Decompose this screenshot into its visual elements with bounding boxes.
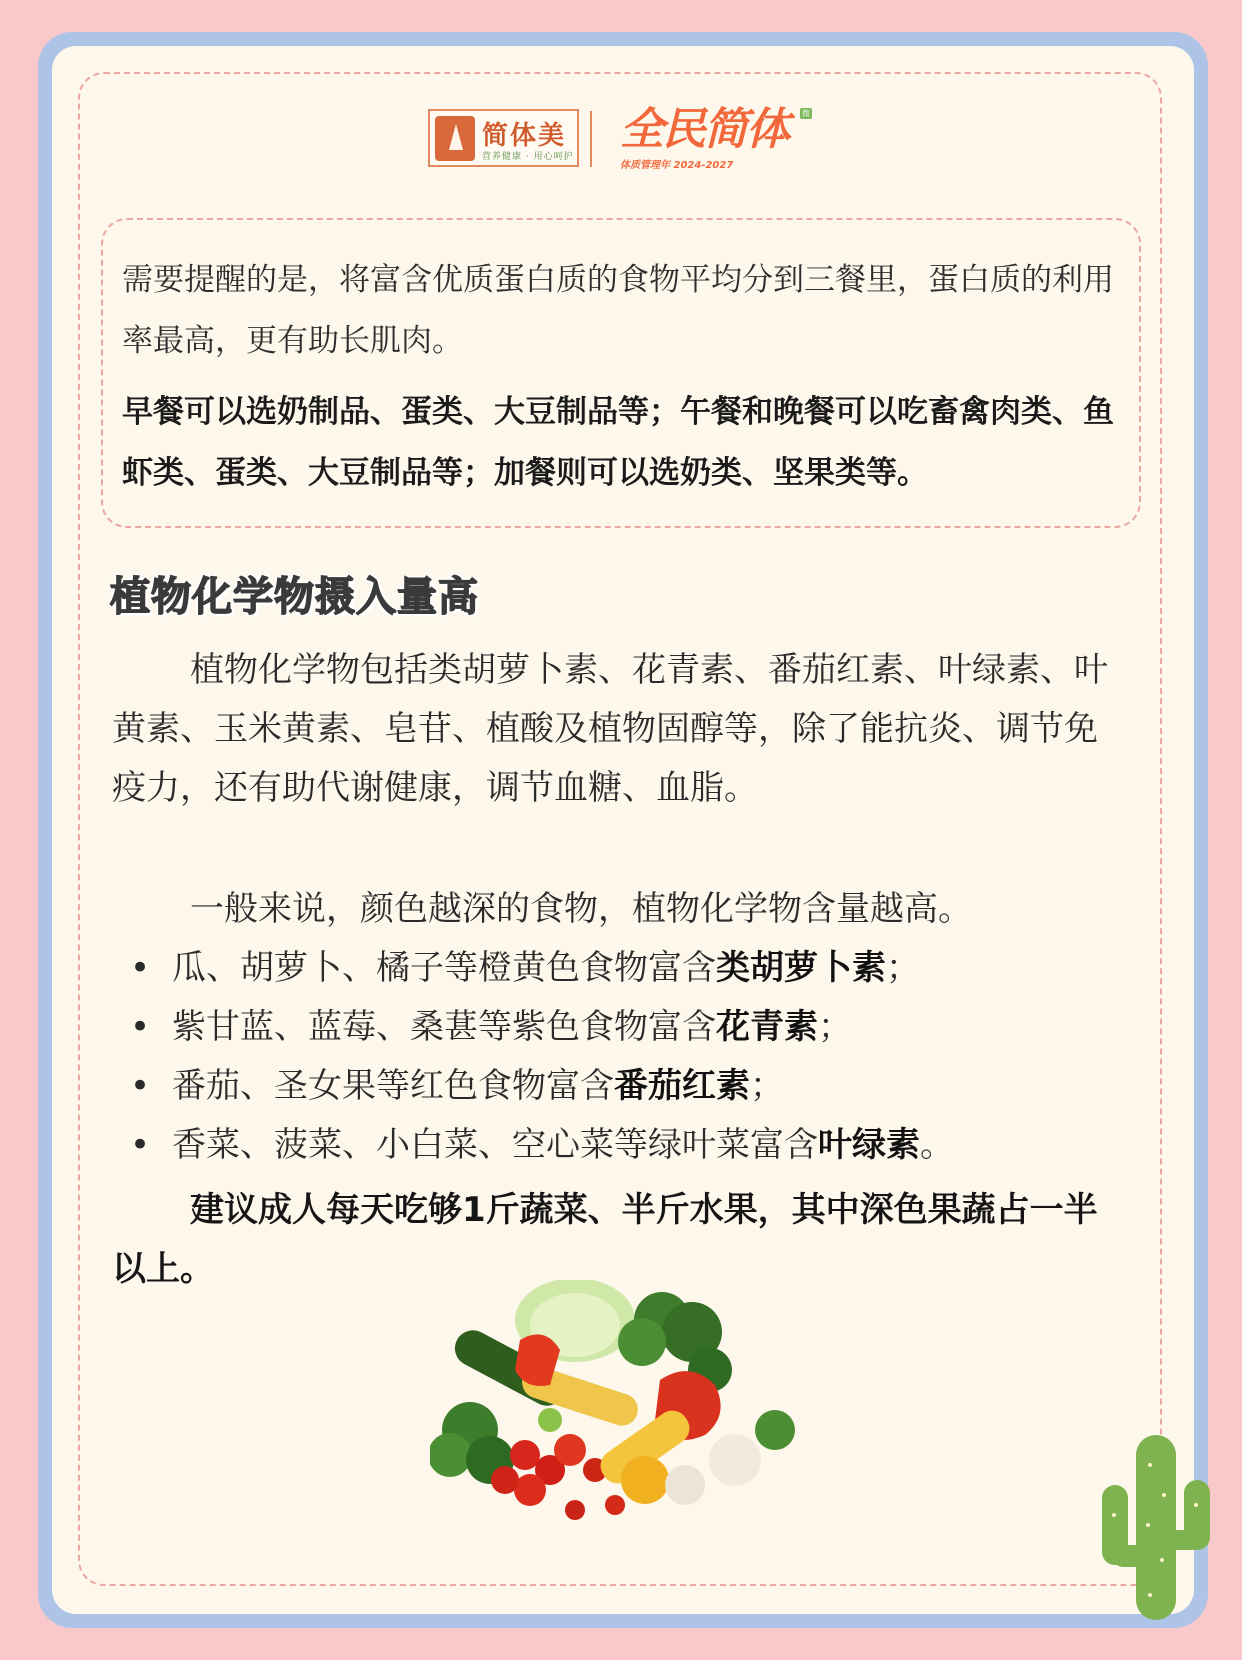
advice-paragraph: 建议成人每天吃够1斤蔬菜、半斤水果，其中深色果蔬占一半以上。 [112,1190,1098,1289]
section-title: 植物化学物摄入量高 [110,574,479,620]
bullet-list [112,939,1122,1175]
brand-logo-right [620,106,812,170]
bullet-end: ； [886,948,920,988]
intro-paragraph: 植物化学物包括类胡萝卜素、花青素、番茄红素、叶绿素、叶黄素、玉米黄素、皂苷、植酸及植物固醇等，除了能抗炎、调节免疫力，还有助代谢健康，调节血糖、血脂。 [112,650,1108,808]
color-rule-paragraph: 一般来说，颜色越深的食物，植物化学物含量越高。 [190,889,972,929]
bullet-highlight: 番茄红素 [614,1066,750,1106]
reminder-paragraph: 需要提醒的是，将富含优质蛋白质的食物平均分到三餐里，蛋白质的利用率最高，更有助长肌肉。 [122,262,1114,359]
bullet-end: ； [818,1007,852,1047]
list-item [112,939,1122,998]
brand-left-name: 简体美 [482,121,567,151]
brand-left-tagline: 营养健康 · 用心呵护 [482,152,574,162]
bullet-highlight: 叶绿素 [818,1125,920,1165]
brand-seal-icon [435,116,475,161]
vegetable-basket-image [430,1280,810,1540]
brand-logo-left [428,109,579,167]
bullet-text: 瓜、胡萝卜、橘子等橙黄色食物富含 [172,948,716,988]
brand-right-name: 全民简体 [620,104,788,155]
bullet-text: 番茄、圣女果等红色食物富含 [172,1066,614,1106]
bullet-text: 紫甘蓝、蓝莓、桑葚等紫色食物富含 [172,1007,716,1047]
brand-right-badge: 微 [802,109,810,118]
bullet-text: 香菜、菠菜、小白菜、空心菜等绿叶菜富含 [172,1125,818,1165]
brand-right-subline: 体质管理年 2024-2027 [620,160,734,171]
cactus-icon [1102,1425,1212,1620]
meal-suggestion: 早餐可以选奶制品、蛋类、大豆制品等；午餐和晚餐可以吃畜禽肉类、鱼虾类、蛋类、大豆制品等；加餐则可以选奶类、坚果类等。 [122,394,1114,491]
list-item [112,1057,1122,1116]
bullet-end: ； [750,1066,784,1106]
bullet-highlight: 花青素 [716,1007,818,1047]
list-item [112,998,1122,1057]
bullet-end: 。 [920,1125,954,1165]
list-item [112,1116,1122,1175]
bullet-highlight: 类胡萝卜素 [716,948,886,988]
logo-divider [590,111,592,167]
